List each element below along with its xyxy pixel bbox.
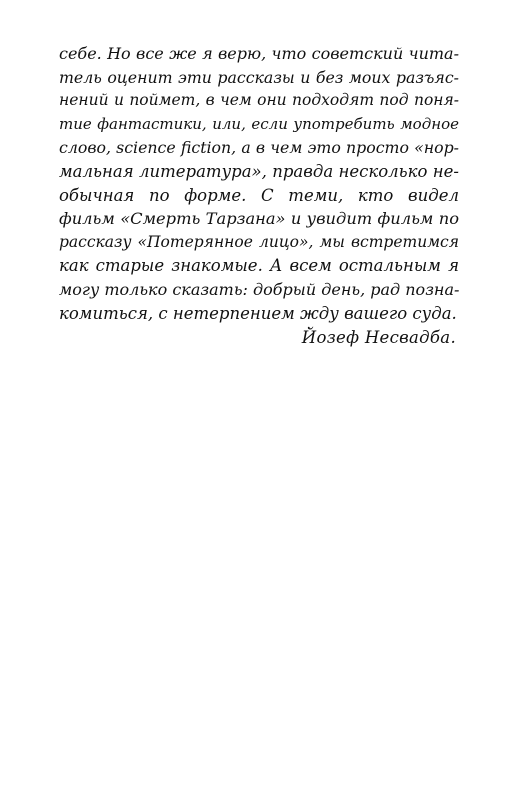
text-line: тие фантастики, или, если употребить модное xyxy=(59,114,459,133)
text-line: себе. Но все же я верю, что советский чита- xyxy=(59,44,459,63)
body-paragraph xyxy=(59,42,459,325)
text-line: комиться, с нетерпением жду вашего суда. xyxy=(59,303,457,323)
text-line: рассказу «Потерянное лицо», мы встретимся xyxy=(59,232,459,251)
text-line: тель оценит эти рассказы и без моих разъяс- xyxy=(59,67,459,87)
text-line: нений и поймет, в чем они подходят под поня- xyxy=(59,91,459,110)
text-line: слово, science fiction, а в чем это просто «нор- xyxy=(59,138,459,158)
text-line: мальная литература», правда несколько не- xyxy=(59,161,459,181)
text-line: как старые знакомые. А всем остальным я xyxy=(59,256,459,276)
author-signature: Йозеф Несвадба. xyxy=(301,328,456,347)
text-line: могу только сказать: добрый день, рад позна- xyxy=(59,279,460,299)
text-line: фильм «Смерть Тарзана» и увидит фильм по xyxy=(59,209,459,229)
text-line: обычная по форме. С теми, кто видел xyxy=(59,185,459,205)
